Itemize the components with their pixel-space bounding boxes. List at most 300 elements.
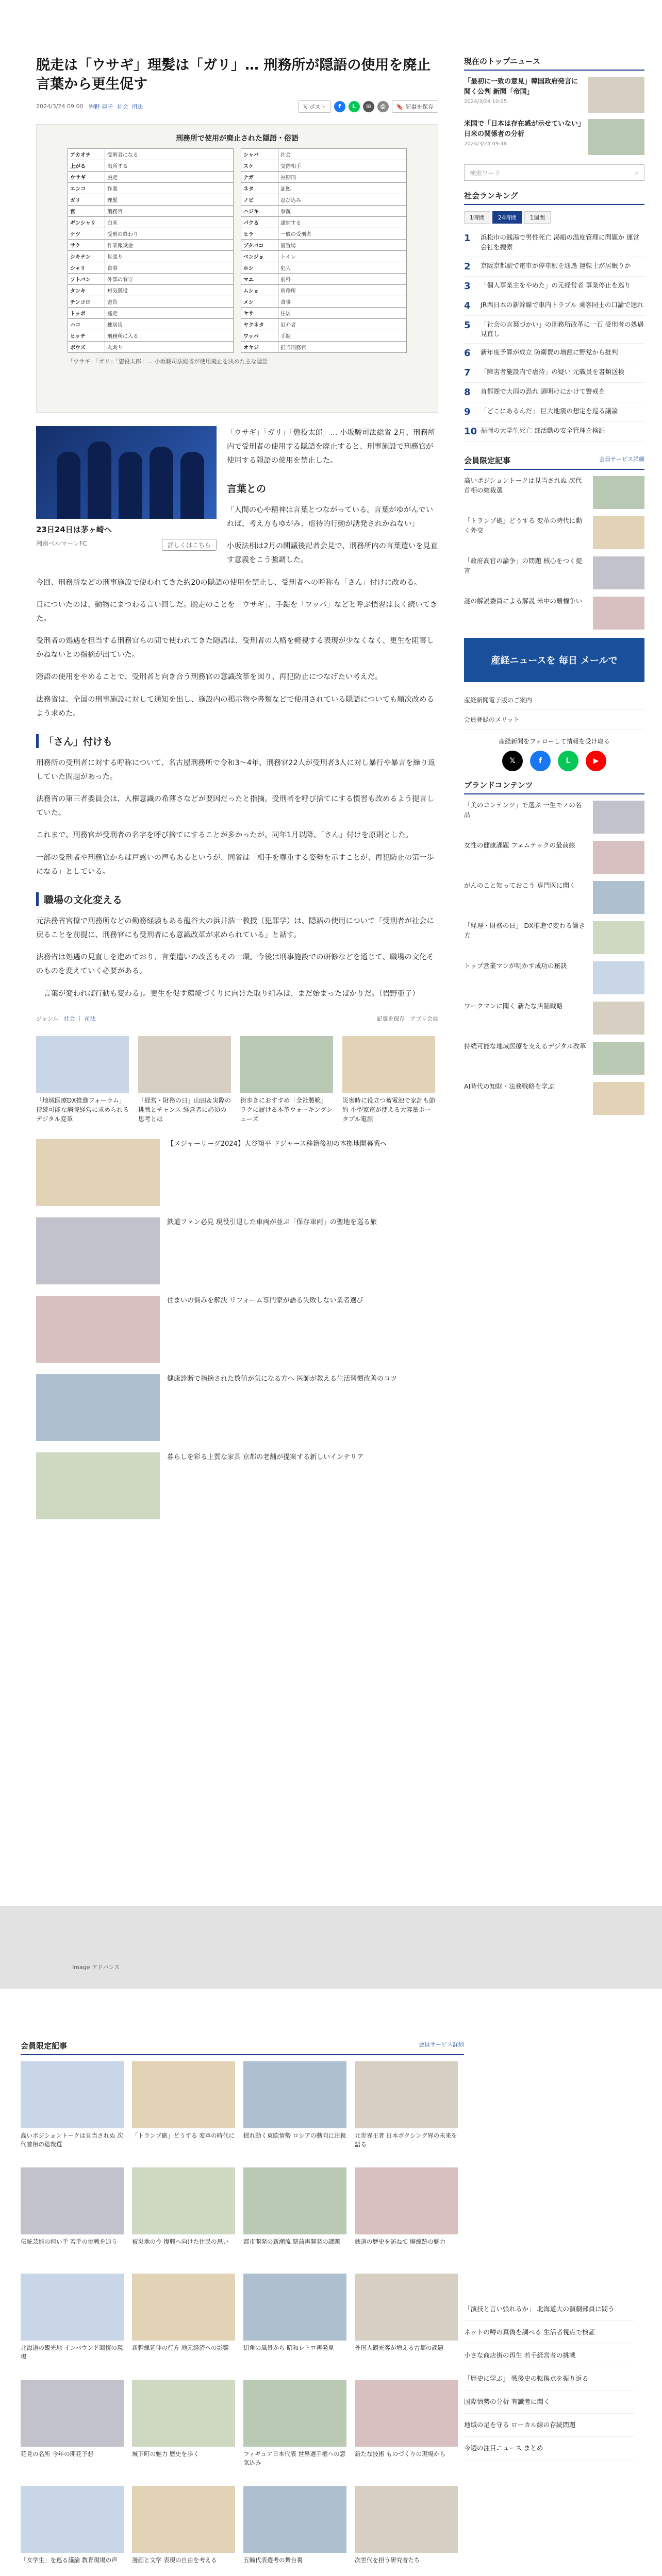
brand-content-thumbnail[interactable] [593, 841, 644, 874]
newsletter-banner[interactable]: 産経ニュースを 毎日 メールで [464, 638, 644, 682]
recommended-item[interactable] [36, 1217, 438, 1284]
bottom-grid-item[interactable] [132, 2486, 235, 2576]
hero-meaning: 白米 [105, 216, 234, 228]
sidebar-link[interactable]: 産経新聞電子版のご案内 [464, 690, 644, 710]
hero-meaning: 住居 [278, 307, 407, 318]
hero-term: ガリ [68, 194, 105, 205]
recommended-item[interactable] [36, 1452, 438, 1519]
related-thumbnail[interactable] [138, 1036, 231, 1093]
top-news-date: 2024/3/24 10:05 [464, 99, 507, 105]
article-paragraph: 目についたのは、動物にまつわる言い回しだ。脱走のことを「ウサギ」、手錠を「ワッパ」などと呼ぶ慣習は長く続いてきた。 [36, 600, 438, 623]
bottom-grid-item[interactable] [355, 2167, 458, 2265]
bottom-grid-item[interactable] [243, 2061, 346, 2159]
bottom-grid-item[interactable] [355, 2061, 458, 2159]
top-news-thumbnail[interactable] [588, 119, 644, 155]
facebook-icon[interactable]: f [530, 751, 551, 771]
search-input[interactable]: 検索ワード ⌕ [464, 164, 644, 181]
bottom-grid-item[interactable] [355, 2486, 458, 2576]
related-caption[interactable]: 災害時に役立つ蓄電池で家計も節約 小型家電が使える大容量ポータブル電源 [342, 1096, 436, 1123]
brand-content-thumbnail[interactable] [593, 801, 644, 834]
hero-meaning: 逃走 [105, 307, 234, 318]
recommended-title[interactable]: 住まいの悩みを解決 リフォーム専門家が語る失敗しない業者選び [167, 1296, 363, 1304]
article-paragraph: 法務省は、全国の刑事施設に対して通知を出し、施設内の掲示物や書類などで使用されている隠語についても順次改めるよう求めた。 [36, 695, 434, 718]
article-paragraph: 「人間の心や精神は言葉とつながっている。言葉がゆがんでいれば、考え方もゆがみ、虐待的行動が誘発されかねない」 [227, 505, 434, 529]
article-footer [36, 1014, 438, 1023]
ranking-item[interactable] [464, 277, 644, 296]
brand-content-item[interactable] [464, 1002, 644, 1035]
bottom-caption[interactable]: 城下町の魅力 歴史を歩く [132, 2450, 200, 2458]
author-link[interactable]: 岩野 亜子 [88, 103, 113, 110]
byline-row [36, 100, 438, 113]
bottom-caption[interactable]: 花見の名所 今年の開花予想 [21, 2450, 94, 2458]
hero-table-row [241, 284, 407, 296]
follow-icons [464, 751, 644, 771]
member-article-title[interactable]: 「トランプ砲」どうする 変革の時代に動く外交 [464, 517, 582, 534]
bottom-thumbnail[interactable] [132, 2380, 235, 2447]
related-item[interactable] [342, 1036, 435, 1124]
bottom-caption[interactable]: 次世代を担う研究者たち [355, 2556, 420, 2564]
bottom-thumbnail[interactable] [243, 2061, 346, 2128]
recommended-thumbnail[interactable] [36, 1217, 160, 1284]
bottom-grid-item[interactable] [132, 2274, 235, 2371]
hero-table-image [36, 124, 438, 413]
bottom-thumbnail[interactable] [132, 2274, 235, 2341]
article-paragraph: 小坂法相は2月の閣議後記者会見で、刑務所内の言葉遣いを見直す意義をこう強調した。 [227, 542, 438, 565]
bookmark-button[interactable]: 🔖 記事を保存 [392, 100, 438, 113]
hero-term: 上がる [68, 160, 105, 171]
ranking-title[interactable]: 福岡の大学生死亡 部活動の安全管理を検証 [481, 427, 605, 434]
sidebar-link[interactable]: 会員登録のメリット [464, 710, 644, 730]
hero-meaning: 刑務所 [278, 284, 407, 296]
bottom-grid-item[interactable] [355, 2380, 458, 2478]
bottom-caption[interactable]: 北海道の観光地 インバウンド回復の現場 [21, 2344, 123, 2361]
bottom-caption[interactable]: 「女学生」を巡る議論 教育現場の声 [21, 2556, 118, 2564]
article-paragraph: 受刑者の処遇を担当する刑務官らの間で使われてきた隠語は、受刑者の人格を軽視する表現が少なくなく、更生を阻害しかねないとの指摘が出ていた。 [36, 637, 434, 659]
article-main [36, 56, 438, 1531]
hero-table-row [241, 273, 407, 284]
related-thumbnail[interactable] [240, 1036, 333, 1093]
member-article-thumbnail[interactable] [593, 516, 644, 549]
hero-meaning: 前科 [278, 273, 407, 284]
x-post-button[interactable]: 𝕏 ポスト [298, 100, 330, 113]
ranking-item[interactable] [464, 422, 644, 442]
member-article-thumbnail[interactable] [593, 476, 644, 509]
hero-table-row [241, 148, 407, 160]
x-icon[interactable]: 𝕏 [502, 751, 523, 771]
hero-meaning: 証拠 [278, 182, 407, 194]
hero-table-row [68, 160, 234, 171]
recommended-title[interactable]: 暮らしを彩る上質な家具 京都の老舗が提案する新しいインテリア [167, 1453, 364, 1461]
hero-table-row [68, 330, 234, 341]
footer-genre-label: ジャンル [36, 1015, 59, 1022]
brand-content-thumbnail[interactable] [593, 1082, 644, 1115]
hero-table-row [68, 250, 234, 262]
related-caption[interactable]: 「地域医療DX推進フォーラム」持続可能な病院経営に求められるデジタル変革 [36, 1096, 129, 1123]
ranking-item[interactable] [464, 383, 644, 402]
hero-meaning: 見張り [105, 250, 234, 262]
bottom-thumbnail[interactable] [21, 2274, 124, 2341]
hero-term: シャリ [68, 262, 105, 273]
footer-save-button[interactable]: 記事を保存 [376, 1015, 405, 1022]
hero-table-row [241, 318, 407, 330]
hero-meaning: 理髪 [105, 194, 234, 205]
category-link[interactable]: 社会 [117, 103, 129, 110]
member-article-thumbnail[interactable] [593, 597, 644, 630]
hero-term: ヒッチ [68, 330, 105, 341]
article-paragraph: 「言葉が変われば行動も変わる」。更生を促す環境づくりに向けた取り組みは、まだ始まったばかりだ。（岩野亜子） [36, 989, 420, 998]
member-article-title[interactable]: 「政府高官の論争」の問題 核心をつく提言 [464, 557, 582, 574]
hero-meaning: 長期刑 [278, 171, 407, 182]
bottom-caption[interactable]: 被災地の今 復興へ向けた住民の思い [132, 2238, 229, 2245]
hero-meaning: 食事 [278, 296, 407, 307]
ranking-tab[interactable]: 1週間 [524, 211, 551, 224]
hero-term: ヤサ [241, 307, 278, 318]
hero-term: ワッパ [241, 330, 278, 341]
hero-meaning: 一般の受刑者 [278, 228, 407, 239]
bottom-caption[interactable]: 新たな技術 ものづくりの現場から [355, 2450, 446, 2458]
bottom-list-item[interactable]: 小さな商店街の再生 若手経営者の挑戦 [464, 2344, 634, 2367]
hero-meaning: 厄介者 [278, 318, 407, 330]
hero-table-row [241, 307, 407, 318]
ranking-title[interactable]: 「社会の言葉づかい」の刑務所改革に一石 受刑者の処遇見直し [481, 320, 644, 338]
bottom-grid-item[interactable] [21, 2061, 124, 2159]
hero-meaning: 作業 [105, 182, 234, 194]
top-news-title[interactable]: 米国で「日本は存在感が示せていない」日米の関係者の分析 [464, 120, 582, 138]
related-caption[interactable]: 「経営・財務の日」山田＆実際の挑戦とチャンス 経営者に必須の思考とは [138, 1096, 231, 1123]
brand-content-item[interactable] [464, 881, 644, 914]
bottom-grid-item[interactable] [132, 2167, 235, 2265]
related-thumbnail[interactable] [36, 1036, 129, 1093]
bottom-thumbnail[interactable] [21, 2380, 124, 2447]
bottom-thumbnail[interactable] [21, 2486, 124, 2553]
inline-ad[interactable] [36, 426, 217, 551]
facebook-icon[interactable]: f [334, 101, 345, 112]
hero-meaning: 社会 [278, 148, 407, 160]
brand-content-title[interactable]: 「経理・財務の日」 DX推進で変わる働き方 [464, 922, 585, 939]
print-icon[interactable]: ⎙ [377, 101, 389, 112]
member-article-title[interactable]: 高いポジショントークは見当されぬ 次代首相の総裁選 [464, 477, 582, 494]
hero-table-row [241, 182, 407, 194]
bottom-caption[interactable]: 伝統芸能の担い手 若手の挑戦を追う [21, 2238, 118, 2245]
footer-tags[interactable]: 社会 ｜ 司法 [63, 1015, 96, 1022]
bottom-caption[interactable]: 都市開発の新潮流 駅前再開発の課題 [243, 2238, 340, 2245]
ranking-title[interactable]: 浜松市の銭湯で男性死亡 湯船の温度管理に問題か 運営会社を捜索 [481, 233, 639, 251]
bottom-grid-item[interactable] [243, 2167, 346, 2265]
bottom-thumbnail[interactable] [243, 2486, 346, 2553]
related-grid [36, 1036, 438, 1124]
article-paragraph: 法務省の第三者委員会は、人権意識の希薄さなどが要因だったと指摘。受刑者を呼び捨てにする慣習も改めるよう提言していた。 [36, 795, 435, 818]
bottom-list-item[interactable]: 国際情勢の分析 有識者に聞く [464, 2391, 634, 2414]
ranking-item[interactable] [464, 229, 644, 257]
hero-term: チンコロ [68, 296, 105, 307]
bottom-caption[interactable]: 外国人観光客が増える古都の課題 [355, 2344, 444, 2351]
hero-term: パクる [241, 216, 278, 228]
hero-meaning: 手錠 [278, 330, 407, 341]
bottom-grid-item[interactable] [21, 2380, 124, 2478]
hero-meaning: 外部の看守 [105, 273, 234, 284]
hero-term: ノビ [241, 194, 278, 205]
ranking-number: 5 [464, 319, 471, 331]
recommended-thumbnail[interactable] [36, 1139, 160, 1206]
bottom-grid-item[interactable] [132, 2061, 235, 2159]
bottom-caption[interactable]: 鉄道の歴史を訪ねて 廃線跡の魅力 [355, 2238, 445, 2245]
line-icon[interactable]: L [558, 751, 578, 771]
bottom-caption[interactable]: 新幹線延伸の行方 地元経済への影響 [132, 2344, 229, 2351]
hero-term: ハコ [68, 318, 105, 330]
bottom-thumbnail[interactable] [355, 2167, 458, 2234]
brand-content-title[interactable]: 持続可能な地域医療を支えるデジタル改革 [464, 1042, 586, 1050]
ranking-title[interactable]: 新年度予算が成立 防衛費の増額に野党から批判 [481, 348, 618, 356]
hero-term: ウサギ [68, 171, 105, 182]
bottom-grid-item[interactable] [243, 2380, 346, 2478]
bottom-list-item[interactable]: 今週の注目ニュース まとめ [464, 2437, 634, 2460]
brand-content-item[interactable] [464, 921, 644, 954]
hero-term: ハジキ [241, 205, 278, 216]
ranking-item[interactable] [464, 363, 644, 383]
related-caption[interactable]: 街歩きにおすすめ「全社製靴」ラクに履ける本革ウォーキングシューズ [240, 1096, 333, 1123]
hero-meaning: 脱走 [105, 171, 234, 182]
top-news-title[interactable]: 「最初に一致の意見」韓国政府発言に聞く公判 新聞「帝国」 [464, 78, 578, 96]
ranking-heading: 社会ランキング [464, 190, 644, 205]
hero-table-row [68, 182, 234, 194]
bottom-thumbnail[interactable] [243, 2167, 346, 2234]
bottom-list-item[interactable]: 「演技と言い張れるか」 北海道大の演劇部員に問う [464, 2298, 634, 2321]
hero-table-row [241, 216, 407, 228]
ranking-title[interactable]: 首都圏で大雨の恐れ 週明けにかけて警戒を [481, 387, 605, 395]
hero-term: タンキ [68, 284, 105, 296]
hero-term: アカオチ [68, 148, 105, 160]
hero-term: シャバ [241, 148, 278, 160]
line-icon[interactable]: L [349, 101, 360, 112]
member-article-item[interactable] [464, 516, 644, 549]
ranking-number: 7 [464, 367, 471, 378]
brand-content-title[interactable]: トップ営業マンが明かす成功の秘訣 [464, 962, 567, 970]
bottom-caption[interactable]: 五輪代表選考の舞台裏 [243, 2556, 303, 2564]
recommended-thumbnail[interactable] [36, 1452, 160, 1519]
recommended-title[interactable]: 【メジャーリーグ2024】大谷翔平 ドジャース移籍後初の本拠地開幕戦へ [167, 1140, 387, 1148]
bottom-thumbnail[interactable] [355, 2486, 458, 2553]
bottom-grid-item[interactable] [243, 2274, 346, 2371]
member-article-item[interactable] [464, 476, 644, 509]
brand-content-item[interactable] [464, 961, 644, 994]
bottom-list-item[interactable]: ネットの噂の真偽を調べる 生活者視点で検証 [464, 2321, 634, 2344]
hero-table-right [241, 148, 407, 353]
hero-meaning: 忍び込み [278, 194, 407, 205]
bottom-thumbnail[interactable] [132, 2167, 235, 2234]
ad-image[interactable] [36, 426, 217, 519]
bottom-more-link[interactable]: 会員サービス詳細 [419, 2041, 464, 2048]
brand-content-thumbnail[interactable] [593, 881, 644, 914]
ranking-item[interactable] [464, 316, 644, 344]
top-news-thumbnail[interactable] [588, 77, 644, 113]
bottom-caption[interactable]: 漫画と文学 表現の自由を考える [132, 2556, 217, 2564]
bottom-grid-item[interactable] [21, 2486, 124, 2576]
ranking-title[interactable]: 京阪京都駅で電車が停車駅を通過 運転士が居眠りか [481, 261, 631, 269]
hero-term: スケ [241, 160, 278, 171]
hero-table-row [241, 330, 407, 341]
brand-content-title[interactable]: がんのこと知っておこう 専門医に聞く [464, 882, 576, 889]
hero-table-title: 刑務所で使用が廃止された隠語・俗語 [176, 134, 299, 143]
hero-term: ケツ [68, 228, 105, 239]
article-body [36, 426, 438, 1001]
related-item[interactable] [138, 1036, 231, 1124]
hero-term: ヤクネタ [241, 318, 278, 330]
article-paragraph: 今回、刑務所などの刑事施設で使われてきた約20の隠語の使用を禁止し、受刑者への呼称も「さん」付けに改める。 [36, 578, 422, 587]
bottom-grid-item[interactable] [132, 2380, 235, 2478]
hero-table-left [68, 148, 234, 353]
article-paragraph: 元法務省官僚で刑務所などの勤務経験もある龍谷大の浜井浩一教授（犯罪学）は、隠語の使用について「受刑者が社会に戻ることを前提に、刑務官にも受刑者にも意識改革が求められている」と話す。 [36, 917, 434, 940]
sidebar [464, 56, 644, 1122]
member-article-title[interactable]: 謎の解説委員による解説 米中の覇権争い [464, 597, 582, 605]
hero-meaning: 担当刑務官 [278, 341, 407, 352]
member-article-thumbnail[interactable] [593, 556, 644, 589]
ad-cta-button[interactable]: 詳しくはこちら [162, 539, 217, 551]
bottom-thumbnail[interactable] [21, 2167, 124, 2234]
bottom-thumbnail[interactable] [21, 2061, 124, 2128]
hero-term: トッポ [68, 307, 105, 318]
ranking-item[interactable] [464, 257, 644, 277]
hero-meaning: 拳銃 [278, 205, 407, 216]
ranking-item[interactable] [464, 296, 644, 316]
brand-content-thumbnail[interactable] [593, 921, 644, 954]
bottom-grid-item[interactable] [243, 2486, 346, 2576]
article-date: 2024/3/24 09:00 [36, 103, 84, 110]
footer-app-button[interactable]: アプリ会員 [410, 1015, 438, 1022]
recommended-item[interactable] [36, 1296, 438, 1363]
related-item[interactable] [36, 1036, 129, 1124]
bottom-thumbnail[interactable] [132, 2486, 235, 2553]
bottom-thumbnail[interactable] [355, 2380, 458, 2447]
brand-content-title[interactable]: AI時代の知財・法務戦略を学ぶ [464, 1082, 554, 1090]
hero-table-row [68, 262, 234, 273]
bottom-grid-item[interactable] [21, 2274, 124, 2371]
hero-meaning: 出所する [105, 160, 234, 171]
article-paragraph: これまで、刑務官が受刑者の名字を呼び捨てにすることが多かったが、同年1月以降、「さん」付けを原則とした。 [36, 831, 413, 840]
pv-more-link[interactable]: 会員サービス詳細 [599, 456, 644, 463]
ranking-item[interactable] [464, 402, 644, 422]
recommended-item[interactable] [36, 1374, 438, 1441]
brand-content-item[interactable] [464, 841, 644, 874]
hero-meaning: 逮捕する [278, 216, 407, 228]
brand-content-item[interactable] [464, 1082, 644, 1115]
ranking-title[interactable]: 「どこにあるんだ」 巨大地震の想定を巡る議論 [481, 407, 618, 415]
bottom-caption[interactable]: 元世界王者 日本ボクシング界の未来を語る [355, 2132, 457, 2148]
member-article-item[interactable] [464, 597, 644, 630]
ranking-title[interactable]: 「個人事業主をやめた」の元経営者 事業停止を巡り [481, 281, 631, 289]
hero-table-row [241, 239, 407, 250]
hero-meaning: 交際相手 [278, 160, 407, 171]
section-heading: 言葉との [36, 481, 438, 495]
hero-table-row [68, 171, 234, 182]
mail-icon[interactable]: ✉ [363, 101, 374, 112]
share-bar [298, 100, 438, 113]
bottom-thumbnail[interactable] [132, 2061, 235, 2128]
hero-meaning: 犯人 [278, 262, 407, 273]
bottom-grid-item[interactable] [355, 2274, 458, 2371]
bottom-caption[interactable]: 街角の風景から 昭和レトロ再発見 [243, 2344, 335, 2351]
brand-content-title[interactable]: 女性の健康課題 フェムテックの最前線 [464, 841, 575, 849]
brand-content-title[interactable]: 「美のコンテンツ」で選ぶ 一生モノの名品 [464, 801, 582, 819]
article-paragraph: 刑務所の受刑者に対する呼称について、名古屋刑務所で令和3〜4年、刑務官22人が受刑者3人に対し暴行や暴言を繰り返していた問題があった。 [36, 758, 436, 781]
ranking-item[interactable] [464, 344, 644, 363]
bottom-thumbnail[interactable] [355, 2274, 458, 2341]
recommended-title[interactable]: 鉄道ファン必見 現役引退した車両が並ぶ「保存車両」の聖地を巡る旅 [167, 1218, 377, 1226]
ranking-title[interactable]: 「障害者施設内で虐待」の疑い 元職員を書類送検 [481, 368, 624, 376]
hero-meaning: トイレ [278, 250, 407, 262]
brand-content-item[interactable] [464, 1042, 644, 1075]
bottom-heading: 会員限定記事 会員サービス詳細 [21, 2040, 464, 2055]
hero-table-row [241, 194, 407, 205]
hero-table-row [68, 307, 234, 318]
section-heading: 「さん」付けも [36, 734, 438, 748]
pv-heading: 会員限定記事 会員サービス詳細 [464, 455, 644, 470]
bottom-caption[interactable]: 揺れ動く東欧情勢 ロシアの動向に注視 [243, 2132, 346, 2139]
hero-table-row [241, 171, 407, 182]
ranking-number: 3 [464, 280, 471, 292]
hero-table-row [68, 239, 234, 250]
bottom-members-section [21, 2040, 464, 2576]
hero-term: ナガ [241, 171, 278, 182]
bottom-caption[interactable]: フィギュア日本代表 世界選手権への意気込み [243, 2450, 346, 2467]
top-news-item[interactable] [464, 119, 644, 155]
brand-content-thumbnail[interactable] [593, 1002, 644, 1035]
bottom-thumbnail[interactable] [243, 2380, 346, 2447]
hero-table-row [241, 160, 407, 171]
recommended-item[interactable] [36, 1139, 438, 1206]
wide-ad[interactable] [0, 1906, 662, 1989]
ranking-tab[interactable]: 1時間 [464, 211, 490, 224]
bottom-grid-item[interactable] [21, 2167, 124, 2265]
brand-content-thumbnail[interactable] [593, 961, 644, 994]
hero-table-row [68, 273, 234, 284]
wide-ad-label: Image アドバンス [72, 1964, 120, 1971]
search-icon[interactable]: ⌕ [635, 168, 639, 176]
article-lead: 「ウサギ」「ガリ」「懲役太郎」… 小坂駿司法総省 2月、刑務所内で受刑者の使用する隠語を廃止すると、刑事施設で刑務官が使用する隠語の使用を禁止した。 [227, 428, 436, 465]
hero-meaning: 刑務官 [105, 205, 234, 216]
hero-table-row [68, 148, 234, 160]
bottom-caption[interactable]: 高いポジショントークは見当されぬ 次代首相の総裁選 [21, 2132, 123, 2148]
top-news-item[interactable] [464, 77, 644, 113]
top-news-heading: 現在のトップニュース [464, 56, 644, 71]
ad-caption[interactable]: 23日24日は茅ヶ崎へ [36, 524, 112, 534]
brand-content-thumbnail[interactable] [593, 1042, 644, 1075]
hero-term: ギンシャリ [68, 216, 105, 228]
bottom-thumbnail[interactable] [355, 2061, 458, 2128]
ranking-number: 9 [464, 406, 471, 417]
member-article-item[interactable] [464, 556, 644, 589]
follow-label: 産経新聞をフォローして情報を受け取る [499, 738, 610, 745]
recommended-title[interactable]: 健康診断で指摘された数値が気になる方へ 医師が教える生活習慣改善のコツ [167, 1375, 398, 1383]
recommended-thumbnail[interactable] [36, 1296, 160, 1363]
recommended-thumbnail[interactable] [36, 1374, 160, 1441]
brand-content-item[interactable] [464, 801, 644, 834]
related-item[interactable] [240, 1036, 333, 1124]
hero-table-row [241, 250, 407, 262]
bottom-list-item[interactable]: 地域の足を守る ローカル線の存続問題 [464, 2414, 634, 2437]
youtube-icon[interactable]: ▶ [586, 751, 606, 771]
article-title: 脱走は「ウサギ」理髪は「ガリ」… 刑務所が隠語の使用を廃止 言葉から更生促す [36, 57, 431, 93]
bottom-caption[interactable]: 「トランプ砲」どうする 変革の時代に [132, 2132, 235, 2139]
hero-table-row [241, 228, 407, 239]
bottom-thumbnail[interactable] [243, 2274, 346, 2341]
bottom-list-item[interactable]: 「歴史に学ぶ」 戦後史の転換点を振り返る [464, 2367, 634, 2391]
section-link[interactable]: 司法 [131, 103, 143, 110]
brand-content-title[interactable]: ワークマンに聞く 新たな店舗戦略 [464, 1002, 563, 1010]
related-thumbnail[interactable] [342, 1036, 435, 1093]
ranking-tab[interactable]: 24時間 [492, 211, 522, 224]
hero-table-row [241, 341, 407, 352]
ranking-title[interactable]: JR西日本の新幹線で車内トラブル 乗客同士の口論で遅れ [481, 300, 643, 309]
